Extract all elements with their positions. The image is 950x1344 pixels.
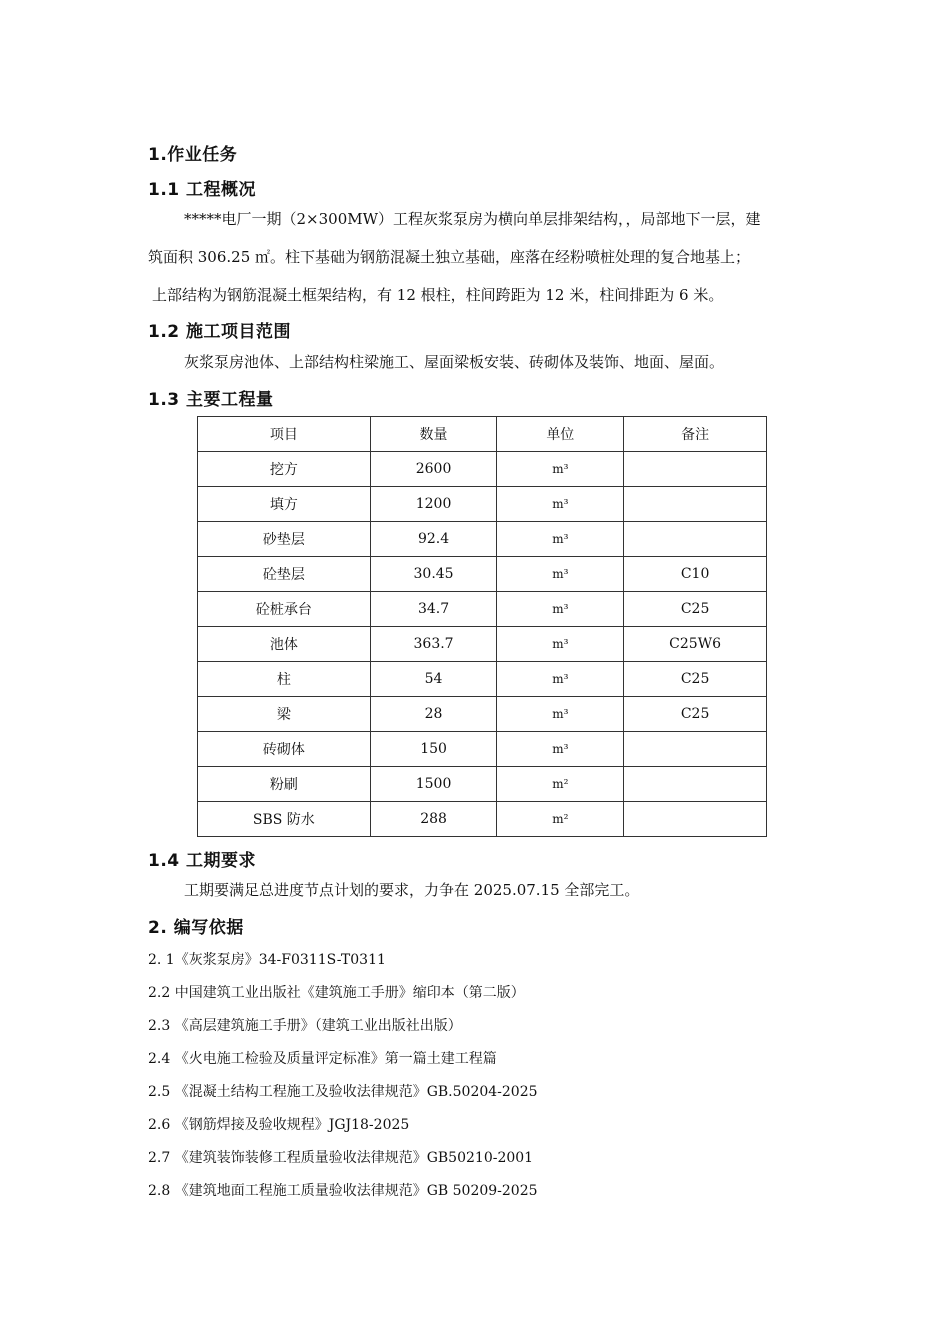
cell-remark xyxy=(624,732,767,767)
header-remark: 备注 xyxy=(624,417,767,452)
cell-unit: m³ xyxy=(497,662,624,697)
overview-line-1: *****电厂一期（2×300MW）工程灰浆泵房为横向单层排架结构，，局部地下一层，建 xyxy=(184,210,761,228)
section-heading-1: 1.作业任务 xyxy=(148,145,238,165)
cell-item: SBS 防水 xyxy=(198,802,371,837)
table-row xyxy=(198,487,767,522)
cell-unit: m³ xyxy=(497,452,624,487)
header-item: 项目 xyxy=(198,417,371,452)
cell-remark xyxy=(624,767,767,802)
cell-item: 砼桩承台 xyxy=(198,592,371,627)
cell-item: 挖方 xyxy=(198,452,371,487)
cell-quantity: 54 xyxy=(370,662,497,697)
section-heading-1-1: 1.1 工程概况 xyxy=(148,180,257,200)
section-heading-2: 2. 编写依据 xyxy=(148,918,244,938)
table-row xyxy=(198,697,767,732)
cell-remark xyxy=(624,487,767,522)
cell-quantity: 30.45 xyxy=(370,557,497,592)
cell-quantity: 288 xyxy=(370,802,497,837)
section-heading-1-4: 1.4 工期要求 xyxy=(148,851,257,871)
reference-item: 2.6 《钢筋焊接及验收规程》JGJ18-2025 xyxy=(148,1117,410,1133)
scope-paragraph: 灰浆泵房池体、上部结构柱梁施工、屋面梁板安装、砖砌体及装饰、地面、屋面。 xyxy=(184,353,725,371)
cell-item: 池体 xyxy=(198,627,371,662)
cell-quantity: 28 xyxy=(370,697,497,732)
cell-item: 砖砌体 xyxy=(198,732,371,767)
table-header-row xyxy=(198,417,767,452)
table-row xyxy=(198,662,767,697)
table-row xyxy=(198,522,767,557)
cell-remark: C10 xyxy=(624,557,767,592)
reference-item: 2.5 《混凝土结构工程施工及验收法律规范》GB.50204-2025 xyxy=(148,1084,538,1100)
section-heading-1-2: 1.2 施工项目范围 xyxy=(148,322,292,342)
cell-remark xyxy=(624,802,767,837)
cell-unit: m² xyxy=(497,802,624,837)
cell-remark xyxy=(624,452,767,487)
table-row xyxy=(198,592,767,627)
header-quantity: 数量 xyxy=(370,417,497,452)
reference-item: 2.4 《火电施工检验及质量评定标准》第一篇土建工程篇 xyxy=(148,1051,497,1067)
cell-unit: m³ xyxy=(497,627,624,662)
cell-item: 柱 xyxy=(198,662,371,697)
cell-quantity: 92.4 xyxy=(370,522,497,557)
cell-unit: m³ xyxy=(497,557,624,592)
reference-item: 2.3 《高层建筑施工手册》（建筑工业出版社出版） xyxy=(148,1018,462,1034)
cell-item: 梁 xyxy=(198,697,371,732)
cell-unit: m³ xyxy=(497,732,624,767)
quantities-table xyxy=(197,416,767,837)
cell-unit: m³ xyxy=(497,522,624,557)
reference-item: 2. 1《灰浆泵房》34-F0311S-T0311 xyxy=(148,952,386,968)
table-row xyxy=(198,802,767,837)
overview-line-2: 筑面积 306.25 ㎡。柱下基础为钢筋混凝土独立基础，座落在经粉喷桩处理的复合地基上； xyxy=(148,248,751,266)
cell-quantity: 2600 xyxy=(370,452,497,487)
cell-quantity: 150 xyxy=(370,732,497,767)
header-unit: 单位 xyxy=(497,417,624,452)
table-row xyxy=(198,452,767,487)
schedule-paragraph: 工期要满足总进度节点计划的要求，力争在 2025.07.15 全部完工。 xyxy=(184,881,640,899)
table-row xyxy=(198,767,767,802)
cell-unit: m³ xyxy=(497,697,624,732)
reference-item: 2.2 中国建筑工业出版社《建筑施工手册》缩印本（第二版） xyxy=(148,985,525,1001)
table-row xyxy=(198,627,767,662)
cell-unit: m³ xyxy=(497,592,624,627)
reference-item: 2.7 《建筑装饰装修工程质量验收法律规范》GB50210-2001 xyxy=(148,1150,534,1166)
cell-item: 填方 xyxy=(198,487,371,522)
cell-item: 砼垫层 xyxy=(198,557,371,592)
cell-remark: C25 xyxy=(624,697,767,732)
cell-quantity: 1500 xyxy=(370,767,497,802)
cell-remark xyxy=(624,522,767,557)
cell-unit: m² xyxy=(497,767,624,802)
cell-quantity: 34.7 xyxy=(370,592,497,627)
cell-quantity: 1200 xyxy=(370,487,497,522)
cell-remark: C25 xyxy=(624,662,767,697)
cell-item: 粉刷 xyxy=(198,767,371,802)
reference-item: 2.8 《建筑地面工程施工质量验收法律规范》GB 50209-2025 xyxy=(148,1183,538,1199)
cell-remark: C25 xyxy=(624,592,767,627)
cell-quantity: 363.7 xyxy=(370,627,497,662)
table-row xyxy=(198,557,767,592)
overview-line-3: 上部结构为钢筋混凝土框架结构，有 12 根柱，柱间跨距为 12 米，柱间排距为 6 米。 xyxy=(152,286,724,304)
section-heading-1-3: 1.3 主要工程量 xyxy=(148,390,274,410)
table-row xyxy=(198,732,767,767)
cell-item: 砂垫层 xyxy=(198,522,371,557)
cell-unit: m³ xyxy=(497,487,624,522)
cell-remark: C25W6 xyxy=(624,627,767,662)
